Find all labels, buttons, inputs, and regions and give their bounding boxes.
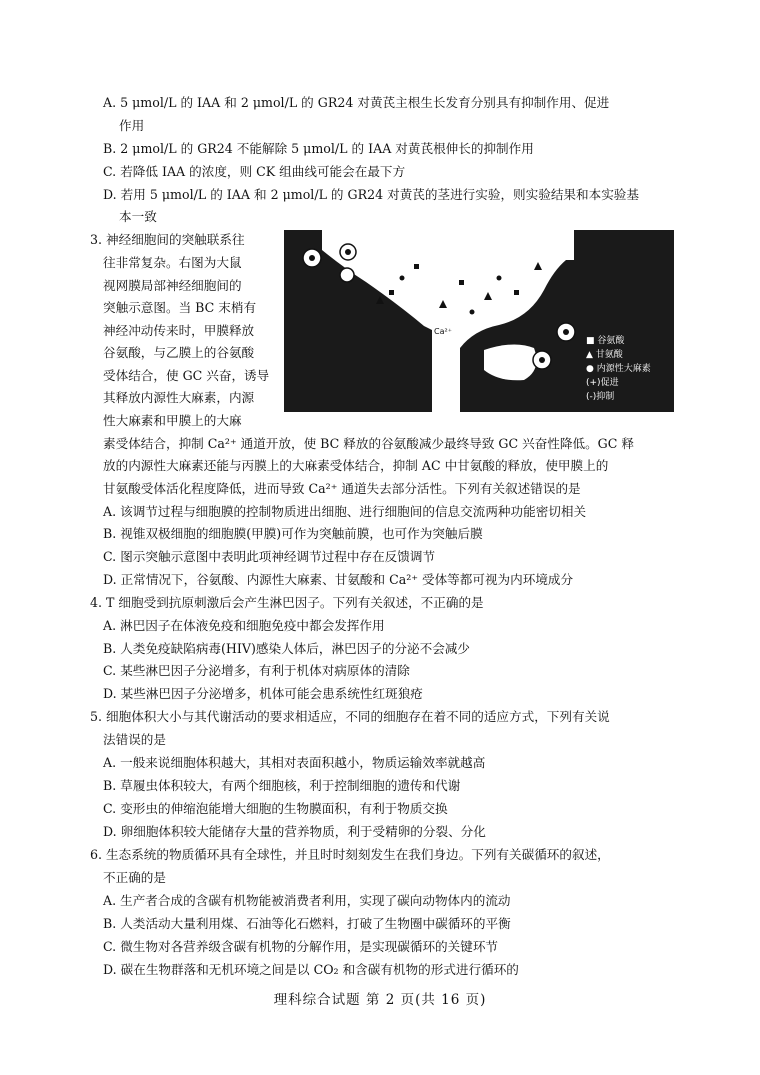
q6-option-a: A. 生产者合成的含碳有机物能被消费者利用，实现了碳向动物体内的流动 (103, 893, 511, 908)
q2-option-a-cont: 作用 (119, 118, 145, 133)
q5-option-a: A. 一般来说细胞体积越大，其相对表面积越小，物质运输效率就越高 (103, 755, 486, 770)
q3-option-c: C. 图示突触示意图中表明此项神经调节过程中存在反馈调节 (103, 549, 436, 564)
q3-stem-3: 视网膜局部神经细胞间的 (103, 278, 242, 293)
q3-stem-1: 3. 神经细胞间的突触联系往 (90, 232, 245, 247)
q3-option-b: B. 视锥双极细胞的细胞膜(甲膜)可作为突触前膜，也可作为突触后膜 (103, 526, 483, 541)
q6-option-c: C. 微生物对各营养级含碳有机物的分解作用，是实现碳循环的关键环节 (103, 939, 499, 954)
legend-endocannabinoid: ● 内源性大麻素 (586, 364, 651, 374)
q4-option-a: A. 淋巴因子在体液免疫和细胞免疫中都会发挥作用 (103, 618, 385, 633)
q2-option-c: C. 若降低 IAA 的浓度，则 CK 组曲线可能会在最下方 (103, 164, 406, 179)
legend-inhibit: (-)抑制 (586, 392, 615, 402)
q3-stem-10: 素受体结合，抑制 Ca²⁺ 通道开放，使 BC 释放的谷氨酸减少最终导致 GC 兴奋性降低。GC 释 (103, 436, 634, 451)
q5-stem-2: 法错误的是 (103, 732, 166, 747)
legend-promote: (+)促进 (586, 378, 619, 388)
q2-option-b: B. 2 μmol/L 的 GR24 不能解除 5 μmol/L 的 IAA 对黄芪根伸长的抑制作用 (103, 141, 534, 156)
q3-stem-8: 其释放内源性大麻素，内源 (103, 390, 255, 405)
q3-option-d: D. 正常情况下，谷氨酸、内源性大麻素、甘氨酸和 Ca²⁺ 受体等都可视为内环境成分 (103, 572, 574, 587)
q3-stem-7: 受体结合，使 GC 兴奋，诱导 (103, 368, 270, 383)
q3-option-a: A. 该调节过程与细胞膜的控制物质进出细胞、进行细胞间的信息交流两种功能密切相关 (103, 504, 587, 519)
q5-option-c: C. 变形虫的伸缩泡能增大细胞的生物膜面积，有利于物质交换 (103, 801, 448, 816)
page-footer: 理科综合试题 第 2 页(共 16 页) (273, 992, 487, 1008)
q2-option-d: D. 若用 5 μmol/L 的 IAA 和 2 μmol/L 的 GR24 对黄芪的茎进行实验，则实验结果和本实验基 (103, 187, 639, 202)
legend-glycine: ▲ 甘氨酸 (586, 350, 623, 360)
q3-stem-2: 往非常复杂。右图为大鼠 (103, 255, 242, 270)
q5-option-b: B. 草履虫体积较大，有两个细胞核，利于控制细胞的遗传和代谢 (103, 778, 461, 793)
q6-option-b: B. 人类活动大量利用煤、石油等化石燃料，打破了生物圈中碳循环的平衡 (103, 916, 511, 931)
terminal-region (484, 344, 536, 380)
q6-stem-1: 6. 生态系统的物质循环具有全球性，并且时时刻刻发生在我们身边。下列有关碳循环的叙述， (90, 847, 610, 862)
q3-stem-9: 性大麻素和甲膜上的大麻 (103, 413, 242, 428)
q6-option-d: D. 碳在生物群落和无机环境之间是以 CO₂ 和含碳有机物的形式进行循环的 (103, 962, 519, 977)
legend-glutamate: ■ 谷氨酸 (586, 336, 625, 346)
q4-option-b: B. 人类免疫缺陷病毒(HIV)感染人体后，淋巴因子的分泌不会减少 (103, 641, 470, 656)
q2-option-a: A. 5 μmol/L 的 IAA 和 2 μmol/L 的 GR24 对黄芪主根生长发育分别具有抑制作用、促进 (103, 95, 610, 110)
q4-stem: 4. T 细胞受到抗原刺激后会产生淋巴因子。下列有关叙述，不正确的是 (90, 595, 484, 610)
q3-stem-11: 放的内源性大麻素还能与丙膜上的大麻素受体结合，抑制 AC 中甘氨酸的释放，使甲膜上的 (103, 458, 609, 473)
q4-option-c: C. 某些淋巴因子分泌增多，有利于机体对病原体的清除 (103, 663, 410, 678)
q3-stem-6: 谷氨酸，与乙膜上的谷氨酸 (103, 345, 255, 360)
q3-stem-5: 神经冲动传来时，甲膜释放 (103, 323, 255, 338)
ca-label: Ca²⁺ (434, 327, 452, 336)
q5-stem-1: 5. 细胞体积大小与其代谢活动的要求相适应，不同的细胞存在着不同的适应方式，下列有关说 (90, 709, 610, 724)
q4-option-d: D. 某些淋巴因子分泌增多，机体可能会患系统性红斑狼疮 (103, 686, 423, 701)
q6-stem-2: 不正确的是 (103, 870, 166, 885)
synapse-diagram (284, 230, 674, 412)
q5-option-d: D. 卵细胞体积较大能储存大量的营养物质，利于受精卵的分裂、分化 (103, 824, 486, 839)
q3-stem-12: 甘氨酸受体活化程度降低，进而导致 Ca²⁺ 通道失去部分活性。下列有关叙述错误的是 (103, 481, 581, 496)
q2-option-d-cont: 本一致 (119, 209, 157, 224)
q3-stem-4: 突触示意图。当 BC 末梢有 (103, 300, 257, 315)
